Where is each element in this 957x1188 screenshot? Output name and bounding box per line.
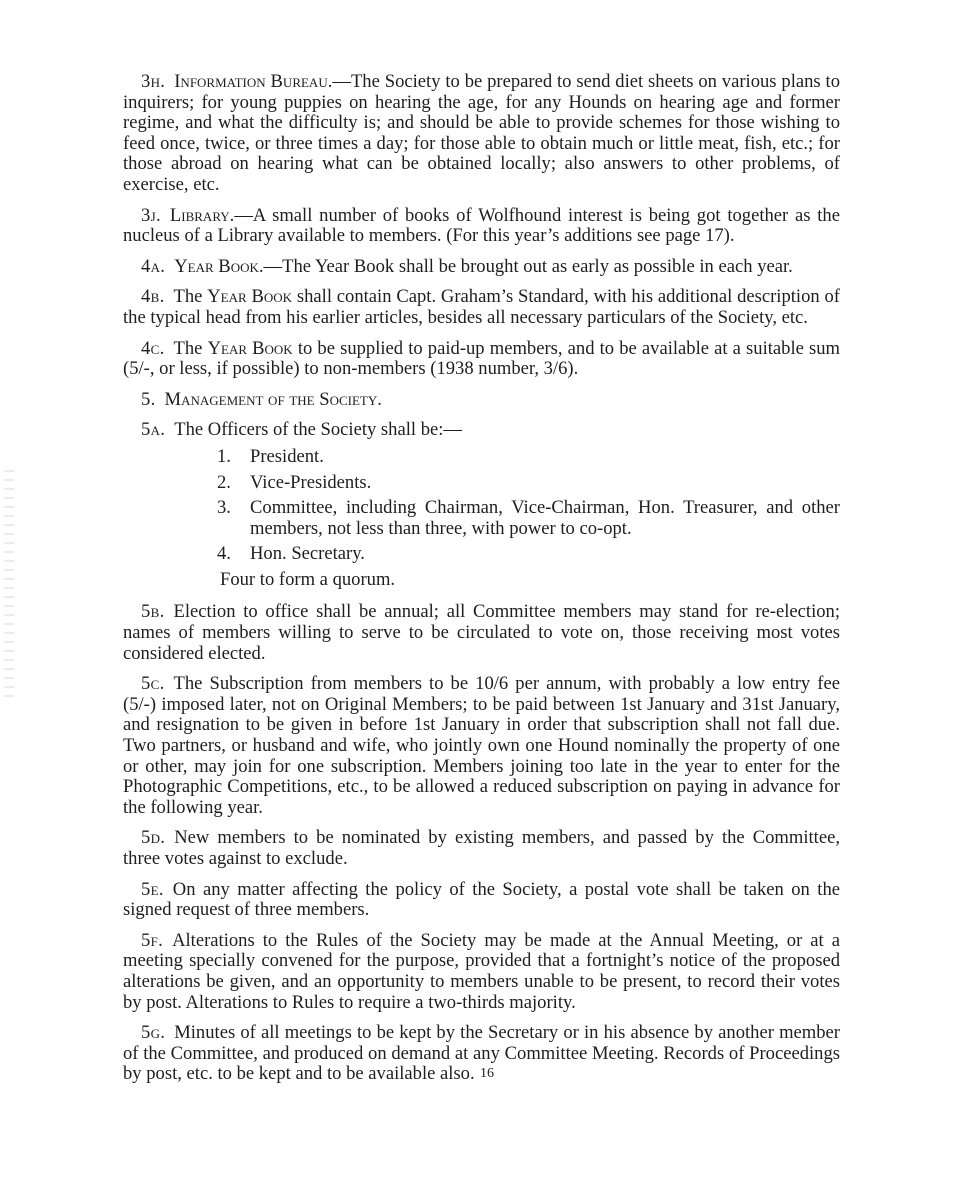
section-number: 5d. (141, 827, 166, 849)
section-text: Election to office shall be annual; all Committee members may stand for re-election; names of members willing to serve to be circulated to vote on, those receiving most votes considered elected. (123, 601, 840, 664)
section-number: 3h. (141, 71, 166, 92)
section-text: The Officers of the Society shall be:— (174, 419, 463, 441)
officer-label: Vice-Presidents. (250, 471, 372, 493)
section-number: 5g. (141, 1022, 166, 1044)
section-text-pre: The (173, 337, 208, 359)
section-4a (123, 257, 840, 278)
section-heading: Year Book. (174, 255, 264, 277)
officers-list (123, 447, 840, 565)
officer-number: 3. (217, 497, 231, 519)
section-text: —The Year Book shall be brought out as early as possible in each year. (263, 255, 793, 277)
section-5b (123, 602, 840, 664)
section-text: to be supplied to paid-up members, and to be available at a suitable sum (5/-, or less, if possible) to non-members (1938 number, 3/6). (123, 337, 840, 380)
quorum-note: Four to form a quorum. (220, 568, 396, 590)
section-4b (123, 287, 840, 328)
section-text: The Subscription from members to be 10/6 per annum, with probably a low entry fee (5/-) imposed later, not on Original Members; to be paid between 1st January and 31st January, and resignation to be given in before 1st January in order that subscription shall not fall due. Two partners, or husband and wife, who jointly own one Hound nominally the property of one or other, may join for one subscription. Members joining too late in the year to enter for the Photographic Competitions, etc., to be allowed a reduced subscription on paying in advance for the following year. (123, 673, 840, 818)
officer-number: 4. (217, 543, 231, 565)
officer-item (123, 544, 840, 565)
section-5d (123, 828, 840, 869)
officer-label: President. (250, 445, 324, 467)
section-text: shall contain Capt. Graham’s Standard, with his additional description of the typical head from his earlier articles, besides all necessary particulars of the Society, etc. (123, 286, 840, 328)
section-number: 3j. (141, 204, 161, 226)
section-3j (123, 206, 840, 247)
section-5c (123, 674, 840, 818)
officer-label: Committee, including Chairman, Vice-Chairman, Hon. Treasurer, and other members, not less than three, with power to co-opt. (250, 497, 840, 539)
section-number: 4b. (141, 286, 165, 308)
section-text: New members to be nominated by existing members, and passed by the Committee, three votes against to exclude. (123, 827, 840, 869)
scan-edge-speckle (4, 470, 14, 700)
section-number: 5a. (141, 419, 166, 441)
section-heading: Library. (169, 204, 235, 226)
section-5a (123, 420, 840, 441)
officer-number: 1. (217, 445, 231, 467)
section-heading: Information Bureau. (174, 71, 333, 92)
section-3h (123, 72, 840, 196)
section-number: 5f. (141, 929, 164, 951)
section-number: 5b. (141, 601, 165, 623)
section-text: On any matter affecting the policy of the Society, a postal vote shall be taken on the signed request of three members. (123, 878, 840, 921)
page-number: 16 (480, 1066, 494, 1081)
section-number: 5. (141, 388, 156, 410)
document-page (123, 72, 840, 1095)
section-4c (123, 339, 840, 380)
officer-item (123, 473, 840, 494)
section-heading: Management of the Society. (164, 388, 382, 410)
section-text-pre: The (173, 286, 208, 308)
officer-number: 2. (217, 471, 231, 493)
section-text: Alterations to the Rules of the Society may be made at the Annual Meeting, or at a meeting specially convened for the purpose, provided that a fortnight’s notice of the proposed alterations be given, and an opportunity to members unable to be present, to record their votes by post. Alterations to Rules to require a two-thirds majority. (123, 929, 840, 1013)
section-number: 4c. (141, 337, 165, 359)
section-number: 5c. (141, 673, 165, 695)
section-number: 5e. (141, 878, 164, 900)
officer-item (123, 447, 840, 468)
section-text: —A small number of books of Wolfhound interest is being got together as the nucleus of a Library available to members. (For this year’s additions see page 17). (123, 204, 840, 247)
section-text: Minutes of all meetings to be kept by the Secretary or in his absence by another member of the Committee, and produced on demand at any Committee Meeting. Records of Proceedings by post, etc. to be kept and to be available also. (123, 1022, 840, 1085)
section-5f (123, 931, 840, 1013)
section-5e (123, 880, 840, 921)
year-book-term: Year Book (207, 337, 293, 359)
year-book-term: Year Book (207, 286, 293, 308)
section-text: —The Society to be prepared to send diet sheets on various plans to inquirers; for young puppies on hearing the age, for any Hounds on hearing age and former regime, and what the difficulty is; and should be able to provide schemes for those wishing to feed once, twice, or three times a day; for those able to obtain much or little meat, fish, etc.; for those abroad on hearing what can be obtained locally; also answers to other problems, of exercise, etc. (123, 71, 840, 195)
officer-label: Hon. Secretary. (250, 543, 365, 565)
officer-item (123, 498, 840, 539)
section-number: 4a. (141, 255, 166, 277)
section-5 (123, 390, 840, 411)
